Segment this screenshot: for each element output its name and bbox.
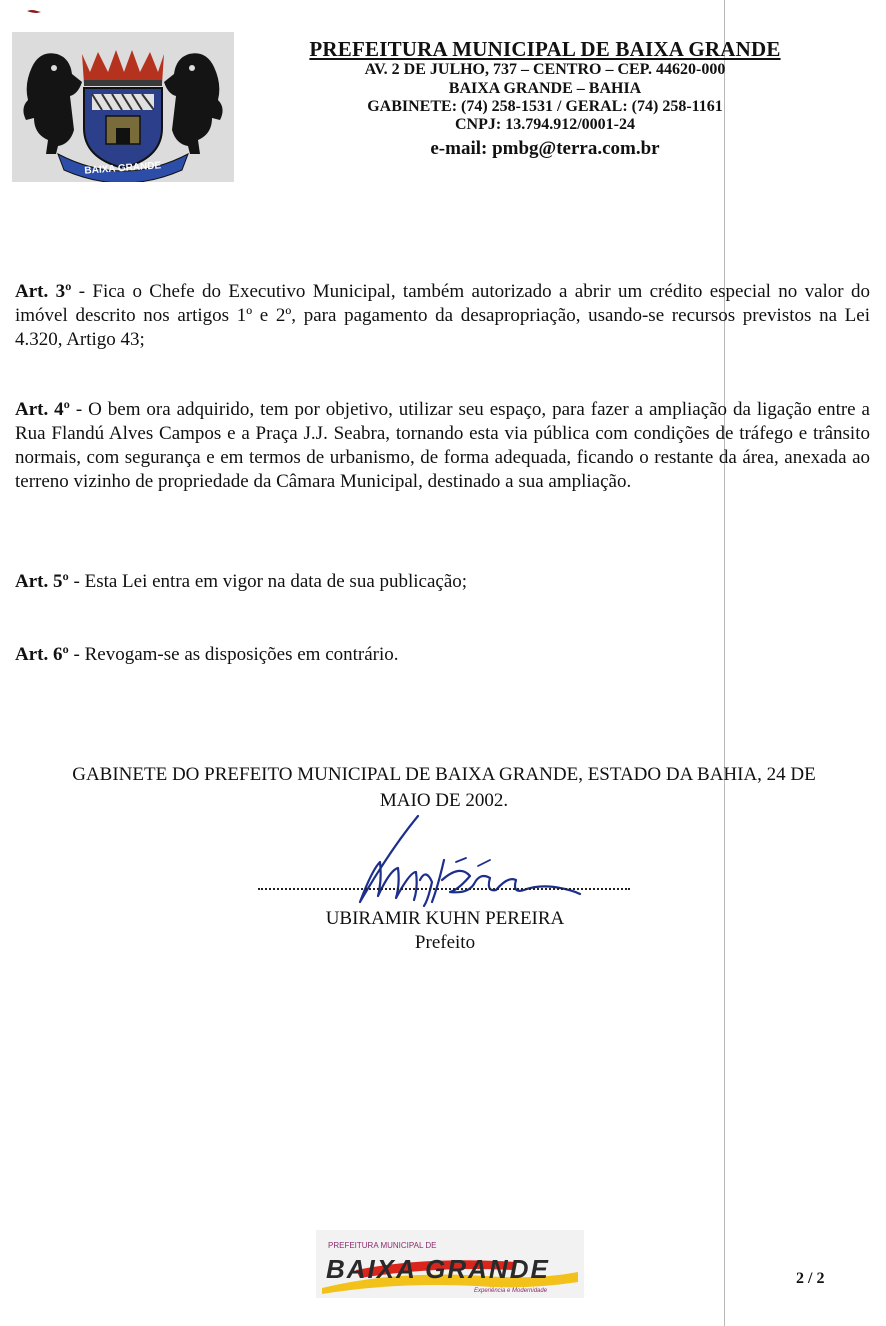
article-text: - Fica o Chefe do Executivo Municipal, também autorizado a abrir um crédito especial no valor do imóvel descrito nos artigos 1º e 2º, para pagamento da desapropriação, usando-se recursos previstos na Lei 4.320, Artigo 43; [15, 281, 870, 350]
crest-banner-text: BAIXA GRANDE [84, 160, 162, 177]
signer-block [240, 907, 650, 955]
footer-logo-top: PREFEITURA MUNICIPAL DE [328, 1241, 437, 1250]
closing-line-2: MAIO DE 2002. [379, 790, 509, 811]
scan-speck [26, 8, 42, 14]
article-6 [15, 643, 870, 667]
signature-line [258, 886, 630, 890]
org-address: AV. 2 DE JULHO, 737 – CENTRO – CEP. 44620-000 [364, 61, 726, 79]
letterhead [300, 37, 790, 160]
footer-baixa-grande-logo [316, 1230, 584, 1298]
article-label: Art. 5º [15, 571, 69, 592]
signer-title: Prefeito [414, 932, 476, 953]
org-phones: GABINETE: (74) 258-1531 / GERAL: (74) 258-1161 [367, 97, 723, 115]
article-text: - Revogam-se as disposições em contrário. [68, 644, 399, 665]
article-5 [15, 570, 870, 594]
org-email: e-mail: pmbg@terra.com.br [430, 137, 660, 159]
handwritten-signature [320, 810, 610, 910]
municipal-crest-logo [12, 32, 234, 182]
signer-name: UBIRAMIR KUHN PEREIRA [325, 908, 565, 929]
article-3 [15, 280, 870, 352]
closing-statement [15, 762, 873, 814]
article-label: Art. 6º [15, 644, 69, 665]
footer-logo-tagline: Experiência e Modernidade [474, 1288, 548, 1294]
article-label: Art. 4º [15, 399, 70, 420]
article-label: Art. 3º [15, 281, 72, 302]
footer-logo-main: BAIXA GRANDE [326, 1254, 550, 1284]
page-number: 2 / 2 [796, 1270, 825, 1287]
article-text: - O bem ora adquirido, tem por objetivo, utilizar seu espaço, para fazer a ampliação da ligação entre a Rua Flandú Alves Campos e a Praça J.J. Seabra, tornando esta via pública com condições de tráfego e trânsito normais, com segurança e em termos de urbanismo, de forma adequada, ficando o restante da área, anexada ao terreno vizinho de propriedade da Câmara Municipal, destinado a sua ampliação. [15, 399, 870, 492]
article-4 [15, 398, 870, 494]
closing-line-1: GABINETE DO PREFEITO MUNICIPAL DE BAIXA GRANDE, ESTADO DA BAHIA, 24 DE [72, 764, 816, 785]
org-name: PREFEITURA MUNICIPAL DE BAIXA GRANDE [309, 37, 781, 61]
article-text: - Esta Lei entra em vigor na data de sua publicação; [68, 571, 468, 592]
org-cnpj: CNPJ: 13.794.912/0001-24 [455, 116, 635, 134]
org-city-state: BAIXA GRANDE – BAHIA [448, 79, 642, 97]
